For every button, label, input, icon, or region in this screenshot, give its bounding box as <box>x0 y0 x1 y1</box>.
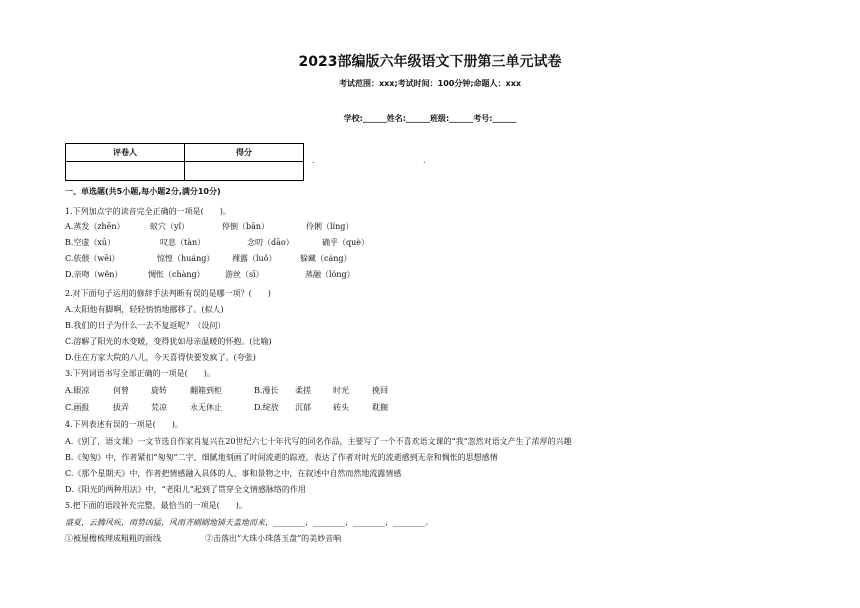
option: D.绽放 <box>254 403 279 412</box>
option: A.太阳他有脚啊，轻轻悄悄地挪移了。(拟人) <box>65 305 224 314</box>
option: 砖头 <box>333 403 349 412</box>
option: 翻箱到柜 <box>190 386 222 395</box>
option: B.《匆匆》中，作者紧扣“匆匆”二字，细腻地刻画了时间流逝的踪迹，表达了作者对时光的流逝感到无奈和惆怅的思想感情 <box>65 453 498 462</box>
option: 挽回 <box>372 386 388 395</box>
option: 叹息（tàn） <box>160 238 206 247</box>
section-heading: 一、单选题(共5小题,每小题2分,满分10分) <box>65 187 221 196</box>
option: D.亲吻（wěn） <box>65 270 123 279</box>
option: B.我们的日子为什么一去不复返呢？（设问） <box>65 321 226 330</box>
option: 蒸融（lóng） <box>305 270 355 279</box>
exam-title: 2023部编版六年级语文下册第三单元试卷 <box>298 54 562 70</box>
option: 蚁穴（yǐ） <box>150 222 190 231</box>
option: C.依偎（wēi） <box>65 254 120 263</box>
score-header: 得分 <box>185 144 304 162</box>
option: 游丝（sī） <box>225 270 264 279</box>
option: 确乎（què） <box>322 238 370 247</box>
option: 裸露（luǒ） <box>232 254 277 263</box>
option: 沉郁 <box>295 403 311 412</box>
question-stem: 1.下列加点字的读音完全正确的一项是( )。 <box>65 207 231 216</box>
option: D.《阳光的两种用法》中，“老阳儿”起到了贯穿全文情感脉络的作用 <box>65 485 306 494</box>
option: 停倒（bān） <box>222 222 270 231</box>
option: A.眼凉 <box>65 386 90 395</box>
question-stem: 5.把下面的语段补充完整，最恰当的一项是( )。 <box>65 501 247 510</box>
option: 时光 <box>333 386 349 395</box>
option: A.《别了，语文课》一文节选自作家肖复兴在20世纪六七十年代写的同名作品，主要写了一个不喜欢语文课的“我”忽然对语文产生了浓厚的兴趣 <box>65 437 572 446</box>
grader-cell[interactable] <box>66 162 185 181</box>
option: 旋转 <box>151 386 167 395</box>
option: ②击落出“大珠小珠落玉盘”的美妙音响 <box>205 534 342 543</box>
option: C.溶解了阳光的水变暖，变得犹如母亲温暖的怀抱。(比喻) <box>65 337 272 346</box>
option: 拔弄 <box>113 403 129 412</box>
option: 耽搁 <box>372 403 388 412</box>
option: ①被屋檐梳理成粗粗的雨线 <box>65 534 161 543</box>
option: 惊惶（huáng） <box>157 254 215 263</box>
option: 荒凉 <box>151 403 167 412</box>
option: 柔搓 <box>295 386 311 395</box>
option: C.《那个星期天》中，作者把情感融入具体的人、事和景物之中，在叙述中自然而然地流露情感 <box>65 469 402 478</box>
option: A.蒸发（zhēn） <box>65 222 125 231</box>
dot-mark: . <box>312 156 315 165</box>
passage: 盛夏，云腾风疾，雨势凶猛，风雨齐刷刷地铺天盖地而来，________，________，________，________。 <box>65 518 433 527</box>
dot-mark: . <box>423 156 426 165</box>
student-info-line: 学校:______姓名:______班级:______考号:______ <box>343 114 517 123</box>
question-stem: 4.下列表述有误的一项是( )。 <box>65 420 183 429</box>
option: B.空虚（xū） <box>65 238 116 247</box>
option: D.住在方家大院的八儿，今天喜得快要发疯了。(夸张) <box>65 353 256 362</box>
option: C.画报 <box>65 403 90 412</box>
exam-info: 考试范围：xxx;考试时间：100分钟;命题人：xxx <box>338 79 522 88</box>
grader-header: 评卷人 <box>66 144 185 162</box>
option: 何曾 <box>113 386 129 395</box>
option: 永无休止 <box>190 403 222 412</box>
option: 躲藏（cáng） <box>300 254 352 263</box>
score-cell[interactable] <box>185 162 304 181</box>
option: 伶俐（líng） <box>306 222 354 231</box>
option: 念叨（dāo） <box>247 238 294 247</box>
option: 惆怅（chàng） <box>148 270 205 279</box>
question-stem: 2.对下面句子运用的修辞手法判断有误的是哪一项？( ) <box>65 289 271 298</box>
grader-table <box>65 143 304 181</box>
question-stem: 3.下列词语书写全部正确的一项是( )。 <box>65 369 215 378</box>
option: B.漫长 <box>254 386 279 395</box>
